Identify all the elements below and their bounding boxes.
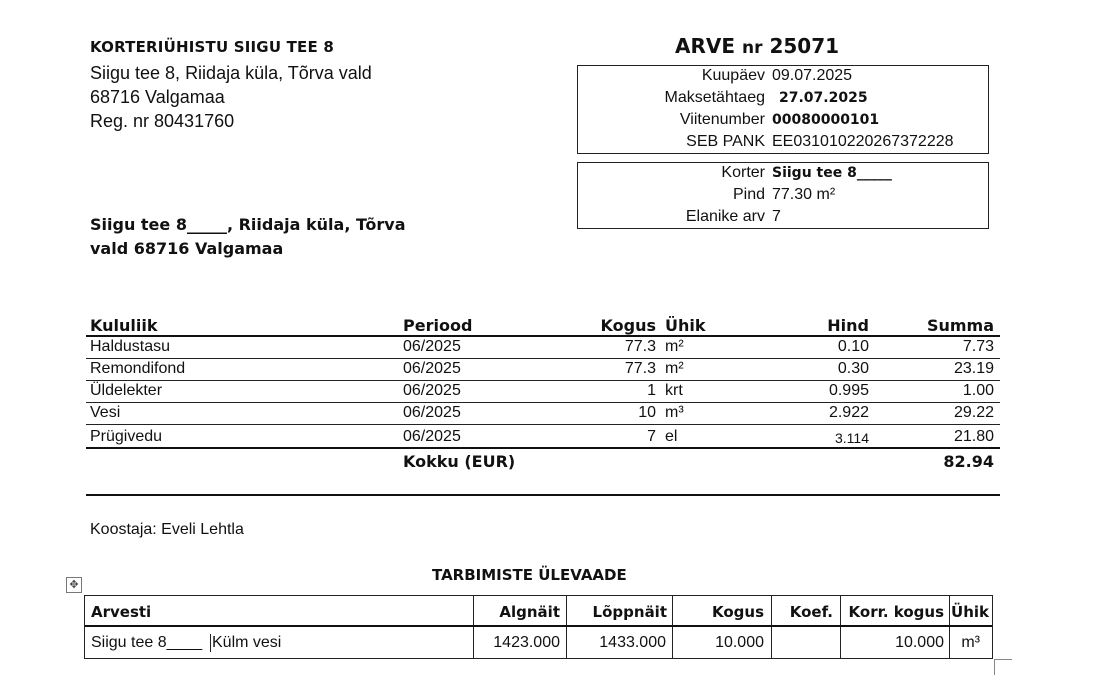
table-row (86, 380, 1000, 402)
row-qty: 77.3 (624, 338, 656, 355)
company-reg-number: Reg. nr 80431760 (90, 111, 235, 131)
date-label: Kuupäev (701, 67, 765, 84)
header-end: Lõppnäit (592, 603, 667, 621)
area-row (578, 186, 988, 208)
charges-table (86, 312, 1000, 502)
table-bottom-rule (86, 494, 1000, 496)
column-divider (771, 596, 772, 658)
table-row (86, 402, 1000, 424)
invoice-title (675, 34, 839, 58)
row-unit: krt (665, 382, 683, 399)
meter-separator (210, 634, 211, 652)
total-label: Kokku (EUR) (403, 452, 516, 471)
detail-row-bank (578, 133, 988, 155)
row-qty: 10 (638, 404, 656, 421)
total-row (86, 450, 1000, 472)
row-unit: m² (665, 338, 684, 355)
header-item: Kululiik (90, 316, 158, 335)
row-sum: 21.80 (953, 428, 994, 445)
column-divider (566, 596, 567, 658)
recipient-address-line1: Siigu tee 8_____, Riidaja küla, Tõrva (90, 215, 406, 234)
row-item: Haldustasu (90, 338, 171, 355)
bank-label: SEB PANK (686, 133, 765, 150)
due-date-label: Maksetähtaeg (664, 89, 765, 106)
invoice-number: 25071 (769, 34, 840, 58)
area-value: 77.30 m² (772, 186, 836, 203)
invoice-title-prefix: ARVE (675, 34, 736, 58)
apartment-value: Siigu tee 8_____ (772, 165, 892, 181)
row-qty: 10.000 (715, 634, 764, 651)
header-coef: Koef. (789, 603, 833, 621)
row-price: 3.114 (835, 430, 869, 446)
row-item: Remondifond (90, 360, 186, 377)
company-name: KORTERIÜHISTU SIIGU TEE 8 (90, 38, 335, 56)
invoice-title-nr: nr (742, 38, 763, 58)
consumption-title: TARBIMISTE ÜLEVAADE (432, 566, 627, 584)
residents-row (578, 208, 988, 230)
header-start: Algnäit (499, 603, 560, 621)
due-date-value: 27.07.2025 (779, 90, 868, 106)
table-row (86, 358, 1000, 380)
table-row (86, 426, 1000, 448)
row-unit: m³ (665, 404, 684, 421)
header-period: Periood (403, 316, 473, 335)
header-qty: Kogus (711, 603, 764, 621)
meter-name: Külm vesi (212, 634, 282, 651)
residents-value: 7 (772, 208, 781, 225)
charges-header-row (86, 314, 1000, 336)
text-boundary-marker (994, 659, 1012, 675)
row-unit: m³ (961, 634, 980, 651)
invoice-details-box (577, 65, 989, 154)
row-item: Vesi (90, 404, 121, 421)
row-sum: 1.00 (962, 382, 994, 399)
detail-row-date (578, 67, 988, 89)
compiler-name: Koostaja: Eveli Lehtla (90, 521, 244, 538)
bank-account-value: EE031010220267372228 (772, 133, 954, 150)
row-period: 06/2025 (403, 360, 461, 377)
total-value: 82.94 (943, 452, 994, 471)
row-price: 0.30 (837, 360, 869, 377)
consumption-table (84, 595, 993, 659)
column-divider (473, 596, 474, 658)
apartment-label: Korter (721, 164, 765, 181)
row-unit: m² (665, 360, 684, 377)
row-item: Üldelekter (90, 382, 163, 399)
row-price: 0.10 (837, 338, 869, 355)
row-sum: 7.73 (962, 338, 994, 355)
reference-value: 00080000101 (772, 112, 880, 128)
row-start: 1423.000 (493, 634, 560, 651)
row-period: 06/2025 (403, 338, 461, 355)
company-address-line2: 68716 Valgamaa (90, 87, 225, 107)
row-period: 06/2025 (403, 382, 461, 399)
row-price: 2.922 (828, 404, 869, 421)
detail-row-reference (578, 111, 988, 133)
row-corr: 10.000 (895, 634, 944, 651)
header-sum: Summa (926, 316, 994, 335)
reference-label: Viitenumber (679, 111, 765, 128)
column-divider (840, 596, 841, 658)
total-divider (86, 447, 1000, 449)
column-divider (672, 596, 673, 658)
residents-label: Elanike arv (685, 208, 765, 225)
row-period: 06/2025 (403, 428, 461, 445)
row-qty: 7 (647, 428, 656, 445)
move-icon[interactable]: ✥ (66, 577, 82, 593)
header-unit: Ühik (665, 316, 706, 335)
row-qty: 1 (647, 382, 656, 399)
apartment-details-box (577, 162, 989, 229)
row-item: Prügivedu (90, 428, 163, 445)
consumption-header-divider (85, 625, 992, 627)
recipient-address-line2: vald 68716 Valgamaa (90, 239, 284, 258)
area-label: Pind (732, 186, 765, 203)
row-end: 1433.000 (599, 634, 666, 651)
header-qty: Kogus (600, 316, 656, 335)
row-qty: 77.3 (624, 360, 656, 377)
table-row (86, 336, 1000, 358)
header-corr: Korr. kogus (848, 603, 944, 621)
header-meter: Arvesti (91, 603, 152, 621)
column-divider (949, 596, 950, 658)
row-period: 06/2025 (403, 404, 461, 421)
row-unit: el (665, 428, 678, 445)
row-sum: 29.22 (953, 404, 994, 421)
header-unit: Ühik (951, 603, 989, 621)
header-price: Hind (827, 316, 869, 335)
row-sum: 23.19 (953, 360, 994, 377)
apartment-row (578, 164, 988, 186)
row-divider (86, 424, 1000, 425)
company-address-line1: Siigu tee 8, Riidaja küla, Tõrva vald (90, 63, 372, 83)
row-price: 0.995 (828, 382, 869, 399)
meter-apartment: Siigu tee 8____ (91, 634, 203, 651)
date-value: 09.07.2025 (772, 67, 853, 84)
detail-row-due-date (578, 89, 988, 111)
